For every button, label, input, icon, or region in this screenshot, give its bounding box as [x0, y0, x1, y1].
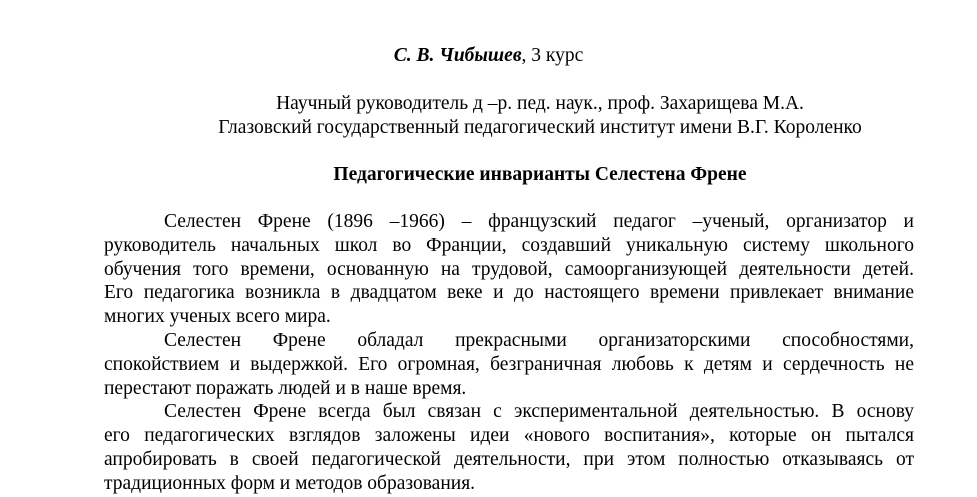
text-line: спокойствием и выдержкой. Его огромная, безграничная любовь к детям и сердечность не — [104, 353, 914, 375]
paragraph — [104, 400, 914, 495]
text-line: Селестен Френе (1896 –1966) – французский педагог –ученый, организатор и — [164, 211, 914, 232]
text-line: его педагогических взглядов заложены идеи «нового воспитания», которые он пытался — [104, 425, 914, 447]
text-line: руководитель начальных школ во Франции, создавший уникальную систему школьного — [104, 234, 914, 256]
text-line: обучения того времени, основанную на трудовой, самоорганизующей деятельности детей. — [104, 258, 914, 280]
text-line: многих ученых всего мира. — [104, 306, 331, 328]
institute-line: Глазовский государственный педагогический институт имени В.Г. Короленко — [218, 117, 862, 138]
article-title: Педагогические инварианты Селестена Френе — [333, 164, 747, 185]
text-line: Селестен Френе обладал прекрасными организаторскими способностями, — [164, 329, 914, 351]
author-course: , 3 курс — [521, 45, 584, 66]
text-line: традиционных форм и методов образования. — [104, 472, 476, 494]
text-line: перестают поражать людей и в наше время. — [104, 377, 467, 399]
text-line: Селестен Френе всегда был связан с экспериментальной деятельностью. В основу — [164, 401, 914, 423]
author-line — [0, 44, 977, 68]
text-line: Его педагогика возникла в двадцатом веке и до настоящего времени привлекает внимание — [104, 282, 914, 304]
advisor-line: Научный руководитель д –р. пед. наук., проф. Захарищева М.А. — [276, 93, 804, 114]
author-name: С. В. Чибышев — [393, 45, 522, 66]
paragraph — [104, 210, 914, 329]
paragraph — [104, 329, 914, 400]
article-body — [104, 210, 914, 496]
text-line: апробировать в своей педагогической деятельности, при этом полностью отказываясь от — [104, 448, 914, 470]
